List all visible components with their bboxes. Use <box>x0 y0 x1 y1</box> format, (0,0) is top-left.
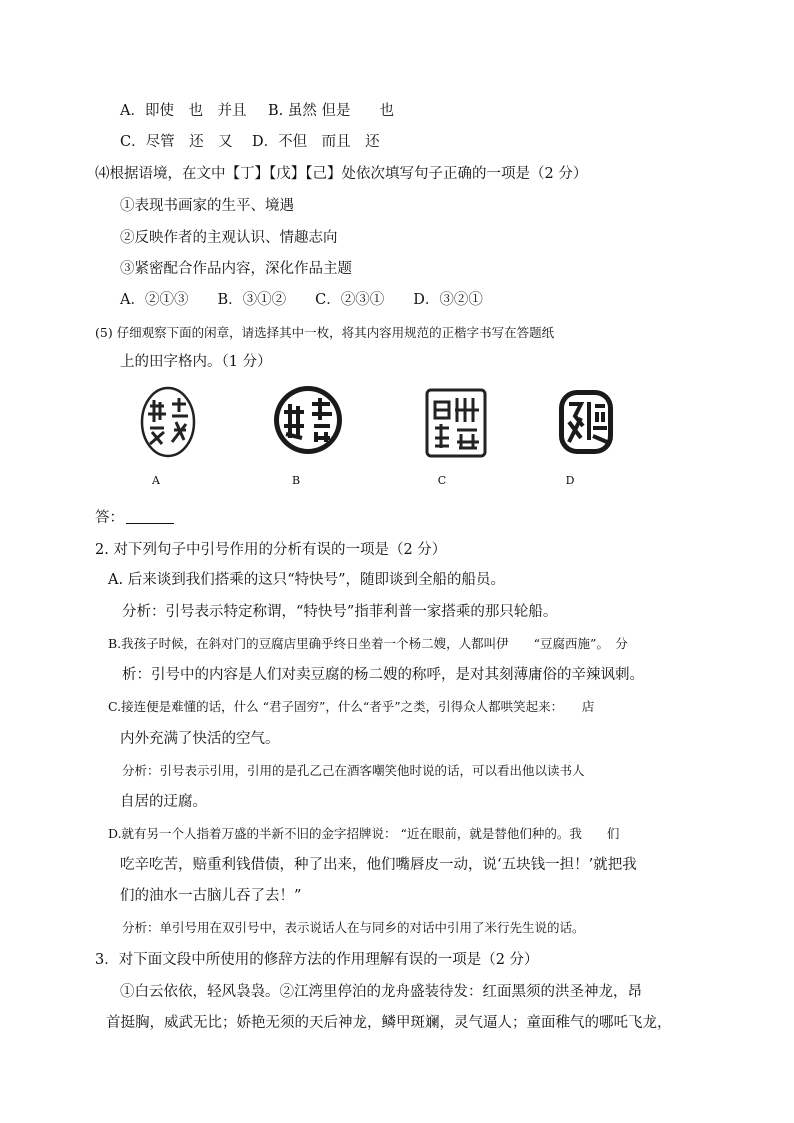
q2-d-line4: 分析：单引号用在双引号中，表示说话人在与同乡的对话中引用了米行先生说的话。 <box>122 920 585 935</box>
seal-label-b: B <box>291 474 301 487</box>
seal-a-image <box>136 382 200 462</box>
seal-label-c: C <box>437 474 447 487</box>
seal-label-a: A <box>152 474 160 487</box>
q3-line1: ①白云依依，轻风袅袅。②江湾里停泊的龙舟盛装待发：红面黑须的洪圣神龙，昂 <box>120 984 642 1000</box>
q2-stem: 2. 对下列句子中引号作用的分析有误的一项是（2 分） <box>95 542 447 558</box>
q1-3-option-c: C．尽管 还 又 <box>120 134 233 150</box>
q1-4-sentence-1: ①表现书画家的生平、境遇 <box>120 198 294 214</box>
q1-4-sentence-3: ③紧密配合作品内容，深化作品主题 <box>120 261 352 277</box>
q2-b-line1: B.我孩子时候，在斜对门的豆腐店里确乎终日坐着一个杨二嫂，人都叫伊 “豆腐西施”。 分 <box>108 636 628 651</box>
q1-5-answer <box>95 508 174 528</box>
q2-a-line1: A. 后来谈到我们搭乘的这只“特快号”，随即谈到全船的船员。 <box>108 572 506 588</box>
answer-blank[interactable] <box>126 509 174 524</box>
q2-a-line2: 分析：引号表示特定称谓，“特快号”指菲利普一家搭乘的那只轮船。 <box>122 604 558 620</box>
q3-stem: 3．对下面文段中所使用的修辞方法的作用理解有误的一项是（2 分） <box>95 952 539 968</box>
q1-5-stem-line2: 上的田字格内。（1 分） <box>120 354 272 370</box>
q2-c-line2: 内外充满了快活的空气。 <box>120 731 280 747</box>
q2-d-line2: 吃辛吃苦，赔重利钱借债，种了出来，他们嘴唇皮一动，说‘五块钱一担！’就把我 <box>120 857 637 873</box>
q1-3-option-b: B. 虽然 但是 也 <box>268 103 394 119</box>
q1-4-stem: ⑷根据语境，在文中【丁】【戊】【己】处依次填写句子正确的一项是（2 分） <box>95 166 588 182</box>
q2-d-line1: D.就有另一个人指着万盛的半新不旧的金字招牌说： “近在眼前，就是替他们种的。我 们 <box>108 826 620 841</box>
q1-3-option-d: D．不但 而且 还 <box>252 134 380 150</box>
seal-d <box>536 382 636 462</box>
seal-b-image <box>270 382 346 458</box>
seal-c <box>406 382 506 462</box>
q1-4-sentence-2: ②反映作者的主观认识、情趣志向 <box>120 230 338 246</box>
q2-c-line4: 自居的迂腐。 <box>120 794 207 810</box>
seal-a <box>118 382 218 462</box>
q2-c-line3: 分析：引号表示引用，引用的是孔乙己在酒客嘲笑他时说的话，可以看出他以读书人 <box>122 763 585 778</box>
q2-d-line3: 们的油水一古脑儿吞了去！” <box>120 888 302 904</box>
q1-5-stem-line1: (5) 仔细观察下面的闲章，请选择其中一枚，将其内容用规范的正楷字书写在答题纸 <box>95 325 555 340</box>
seal-c-image <box>421 382 491 462</box>
seal-images <box>118 382 628 500</box>
seal-d-image <box>553 382 619 462</box>
seal-label-d: D <box>565 474 575 487</box>
answer-label: 答： <box>95 510 124 526</box>
q2-c-line1: C.接连便是难懂的话，什么 “君子固穷”，什么“者乎”之类，引得众人都哄笑起来： 店 <box>108 699 595 714</box>
q1-4-options: A．②①③ B．③①② C．②③① D．③②① <box>120 292 483 308</box>
seal-b <box>258 382 358 458</box>
q1-3-option-a: A．即使 也 并且 <box>120 103 247 119</box>
q3-line2: 首挺胸，威武无比；娇艳无须的天后神龙，鳞甲斑斓，灵气逼人；童面稚气的哪吒飞龙， <box>106 1015 672 1031</box>
q2-b-line2: 析：引号中的内容是人们对卖豆腐的杨二嫂的称呼，是对其刻薄庸俗的辛辣讽刺。 <box>122 667 644 683</box>
